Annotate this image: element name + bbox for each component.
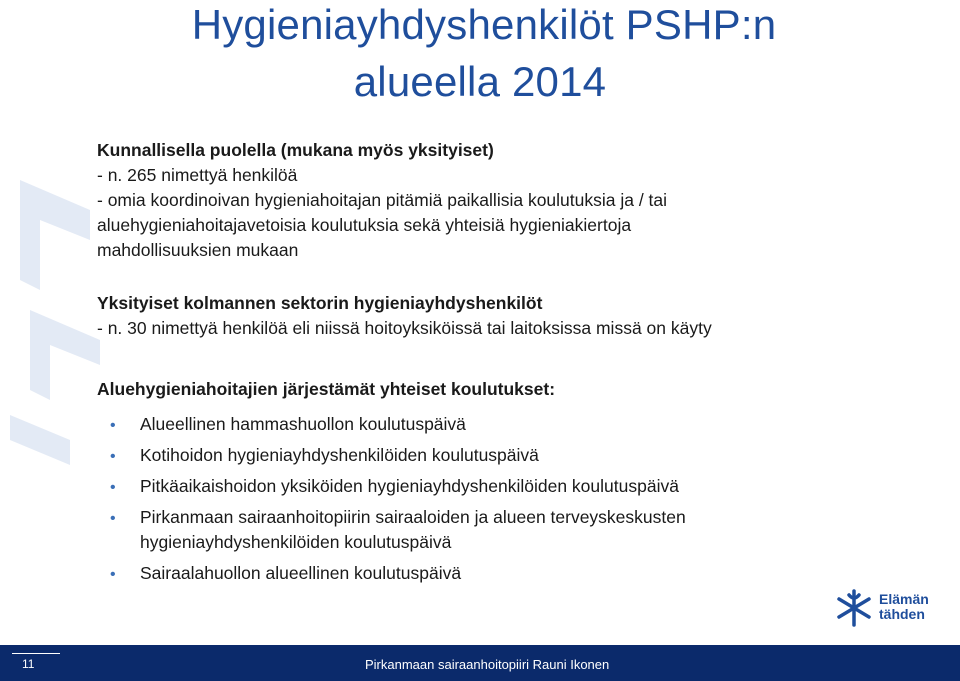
trainings-list — [97, 412, 857, 586]
bullet-icon: • — [110, 417, 116, 434]
title-line-1: Hygieniayhdyshenkilöt PSHP:n — [191, 1, 777, 48]
trainings-heading: Aluehygieniahoitajien järjestämät yhteiset koulutukset: — [97, 379, 556, 399]
private-heading: Yksityiset kolmannen sektorin hygieniayhdyshenkilöt — [97, 293, 543, 313]
bullet-icon: • — [110, 566, 116, 583]
footer-divider — [12, 653, 60, 654]
elaman-tahden-logo — [833, 587, 953, 637]
bullet-icon: • — [110, 510, 116, 527]
bullet-icon: • — [110, 448, 116, 465]
municipal-line-3: aluehygieniahoitajavetoisia koulutuksia sekä yhteisiä hygieniakiertoja — [97, 215, 632, 235]
list-item: • Alueellinen hammashuollon koulutuspäivä — [97, 412, 857, 437]
logo-line-2: tähden — [879, 606, 925, 622]
slide-title — [0, 2, 960, 105]
page-number: 11 — [22, 657, 35, 671]
title-line-2: alueella 2014 — [353, 58, 607, 105]
footer-source: Pirkanmaan sairaanhoitopiiri Rauni Ikonen — [365, 657, 610, 672]
private-line-1: - n. 30 nimettyä henkilöä eli niissä hoitoyksiköissä tai laitoksissa missä on käyty — [97, 318, 712, 338]
list-item: • Sairaalahuollon alueellinen koulutuspäivä — [97, 561, 857, 586]
municipal-line-1: - n. 265 nimettyä henkilöä — [97, 165, 298, 185]
logo-line-1: Elämän — [879, 591, 929, 607]
list-item: • Pirkanmaan sairaanhoitopiirin sairaaloiden ja alueen terveyskeskusten hygieniayhdyshenkilöiden koulutuspäivä — [110, 507, 686, 552]
star-of-life-icon — [833, 587, 875, 629]
municipal-line-4: mahdollisuuksien mukaan — [97, 240, 299, 260]
list-item: • Kotihoidon hygieniayhdyshenkilöiden koulutuspäivä — [97, 443, 857, 468]
background-watermark — [0, 170, 110, 470]
bullet-icon: • — [110, 479, 116, 496]
municipal-heading: Kunnallisella puolella (mukana myös yksityiset) — [97, 140, 494, 160]
municipal-line-2: - omia koordinoivan hygieniahoitajan pitämiä paikallisia koulutuksia ja / tai — [97, 190, 668, 210]
footer-bar — [0, 645, 960, 681]
list-item: • Pitkäaikaishoidon yksiköiden hygieniayhdyshenkilöiden koulutuspäivä — [97, 474, 857, 499]
slide-body — [97, 138, 857, 592]
